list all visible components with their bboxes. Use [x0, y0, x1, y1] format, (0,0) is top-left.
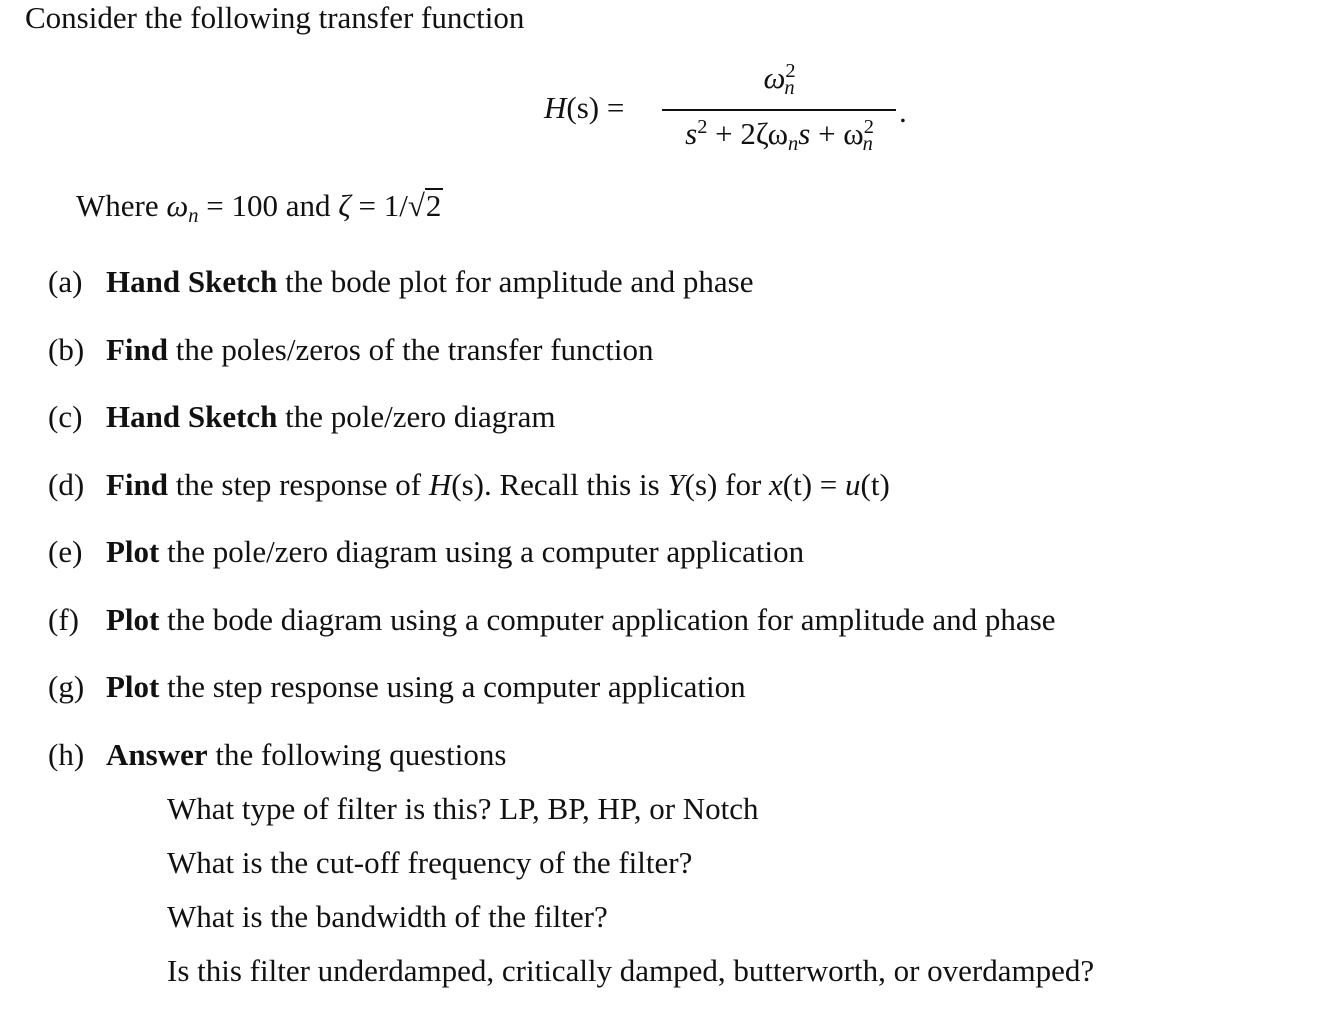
item-label: (c) — [48, 399, 83, 434]
den-s-sup: 2 — [697, 115, 708, 138]
item-a — [48, 266, 754, 297]
item-e — [48, 536, 804, 567]
item-math-h: H — [428, 467, 452, 502]
item-math-u: u — [845, 467, 861, 502]
item-label: (h) — [48, 737, 85, 772]
transfer-function-fraction — [662, 59, 896, 156]
item-text: the pole/zero diagram using a computer application — [159, 534, 805, 569]
den-s2: s — [798, 116, 811, 151]
where-prefix: Where — [76, 188, 167, 223]
item-text-2: . Recall this is — [484, 467, 668, 502]
item-text: the pole/zero diagram — [277, 399, 556, 434]
item-label: (a) — [48, 264, 83, 299]
item-text-1: the step response of — [168, 467, 429, 502]
item-label: (b) — [48, 332, 85, 367]
numerator-sub: n — [784, 77, 795, 100]
item-bold: Plot — [106, 669, 160, 704]
where-middle: = 100 and — [198, 188, 339, 223]
item-math-x-arg: (t) = — [782, 467, 846, 502]
den-end-sup: 2 — [863, 115, 874, 138]
equation-lhs-function: H — [544, 90, 567, 125]
item-b — [48, 334, 654, 365]
numerator-omega: ω — [763, 60, 786, 95]
item-text: the bode diagram using a computer application for amplitude and phase — [159, 602, 1056, 637]
numerator-sup: 2 — [785, 59, 796, 82]
where-omega: ω — [166, 188, 189, 223]
den-plus: + ω — [810, 116, 864, 151]
item-math-y-arg: (s) — [684, 467, 718, 502]
equation-end-dot: . — [899, 94, 907, 129]
item-bold: Find — [106, 332, 169, 367]
item-text-3: for — [717, 467, 770, 502]
question-bandwidth: What is the bandwidth of the filter? — [167, 899, 608, 934]
item-bold: Hand Sketch — [106, 399, 278, 434]
question-damping: Is this filter underdamped, critically damped, butterworth, or overdamped? — [167, 953, 1095, 988]
item-d — [48, 469, 890, 500]
den-end-sub: n — [862, 133, 873, 156]
item-math-u-arg: (t) — [860, 467, 890, 502]
equation-numerator — [662, 59, 896, 100]
fraction-bar — [662, 109, 896, 111]
where-equals-frac: = 1/√ — [350, 188, 425, 223]
where-zeta: ζ — [338, 188, 351, 223]
question-cutoff-frequency: What is the cut-off frequency of the filter? — [167, 845, 693, 880]
item-label: (e) — [48, 534, 83, 569]
item-math-x: x — [769, 467, 783, 502]
den-s: s — [685, 116, 698, 151]
question-filter-type: What type of filter is this? LP, BP, HP, or Notch — [167, 791, 759, 826]
item-math-y: Y — [667, 467, 685, 502]
item-text: the step response using a computer application — [159, 669, 746, 704]
item-h — [48, 739, 506, 770]
item-bold: Plot — [106, 534, 160, 569]
intro-text: Consider the following transfer function — [25, 0, 525, 35]
where-clause — [76, 188, 443, 228]
den-mid-sub: n — [788, 133, 799, 156]
where-omega-sub: n — [188, 205, 199, 228]
item-text: the poles/zeros of the transfer function — [168, 332, 654, 367]
item-text: the following questions — [207, 737, 507, 772]
item-c — [48, 401, 555, 432]
item-g — [48, 671, 746, 702]
item-bold: Answer — [106, 737, 208, 772]
item-label: (d) — [48, 467, 85, 502]
item-bold: Find — [106, 467, 169, 502]
equation-lhs-argument: (s) = — [566, 90, 625, 125]
item-text: the bode plot for amplitude and phase — [277, 264, 754, 299]
equation-denominator — [662, 115, 896, 156]
item-label: (f) — [48, 602, 79, 637]
item-bold: Plot — [106, 602, 160, 637]
item-label: (g) — [48, 669, 85, 704]
den-mid: + 2ζω — [707, 116, 789, 151]
item-bold: Hand Sketch — [106, 264, 278, 299]
item-f — [48, 604, 1056, 635]
equation-lhs — [544, 92, 624, 123]
item-math-h-arg: (s) — [451, 467, 484, 502]
where-radicand: 2 — [425, 188, 442, 223]
